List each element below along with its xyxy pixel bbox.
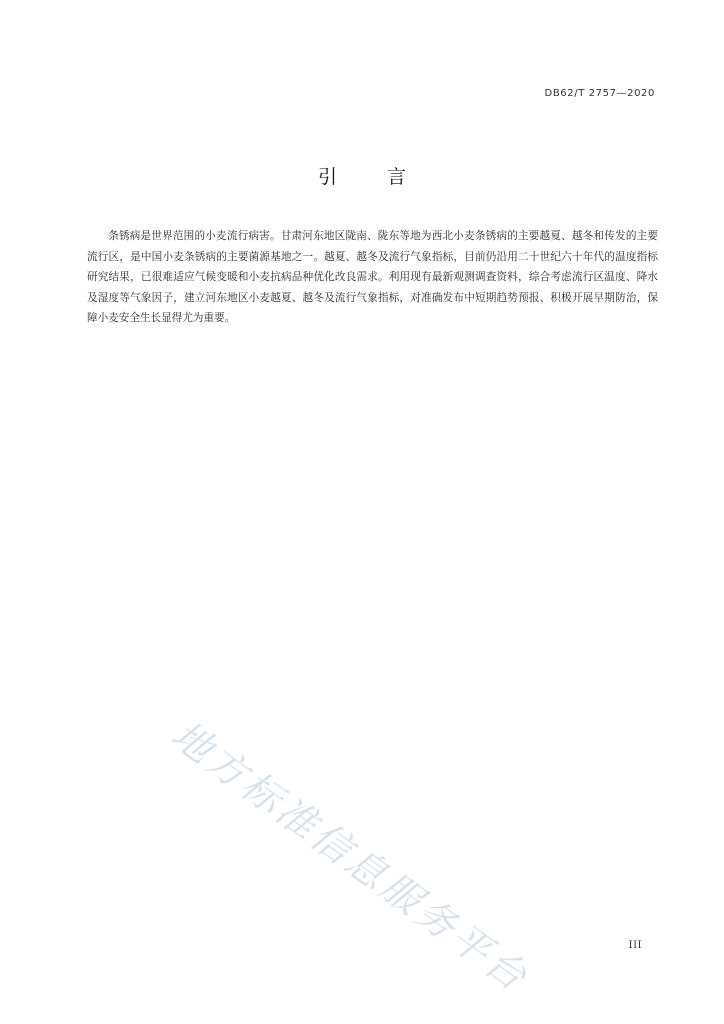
watermark: 地方标准信息服务平台: [162, 712, 538, 1002]
standard-code: DB62/T 2757—2020: [544, 88, 655, 99]
introduction-paragraph: 条锈病是世界范围的小麦流行病害。甘肃河东地区陇南、陇东等地为西北小麦条锈病的主要越夏、越冬和传发的主要流行区，是中国小麦条锈病的主要菌源基地之一。越夏、越冬及流行气象指标，目前仍沿用二十世纪六十年代的温度指标研究结果，已很难适应气候变暖和小麦抗病品种优化改良需求。利用现有最新观测调查资料，综合考虑流行区温度、降水及湿度等气象因子，建立河东地区小麦越夏、越冬及流行气象指标，对准确发布中短期趋势预报、积极开展早期防治，保障小麦安全生长显得尤为重要。: [87, 230, 658, 325]
section-title: 引 言: [317, 166, 429, 188]
page-number: III: [628, 940, 642, 951]
